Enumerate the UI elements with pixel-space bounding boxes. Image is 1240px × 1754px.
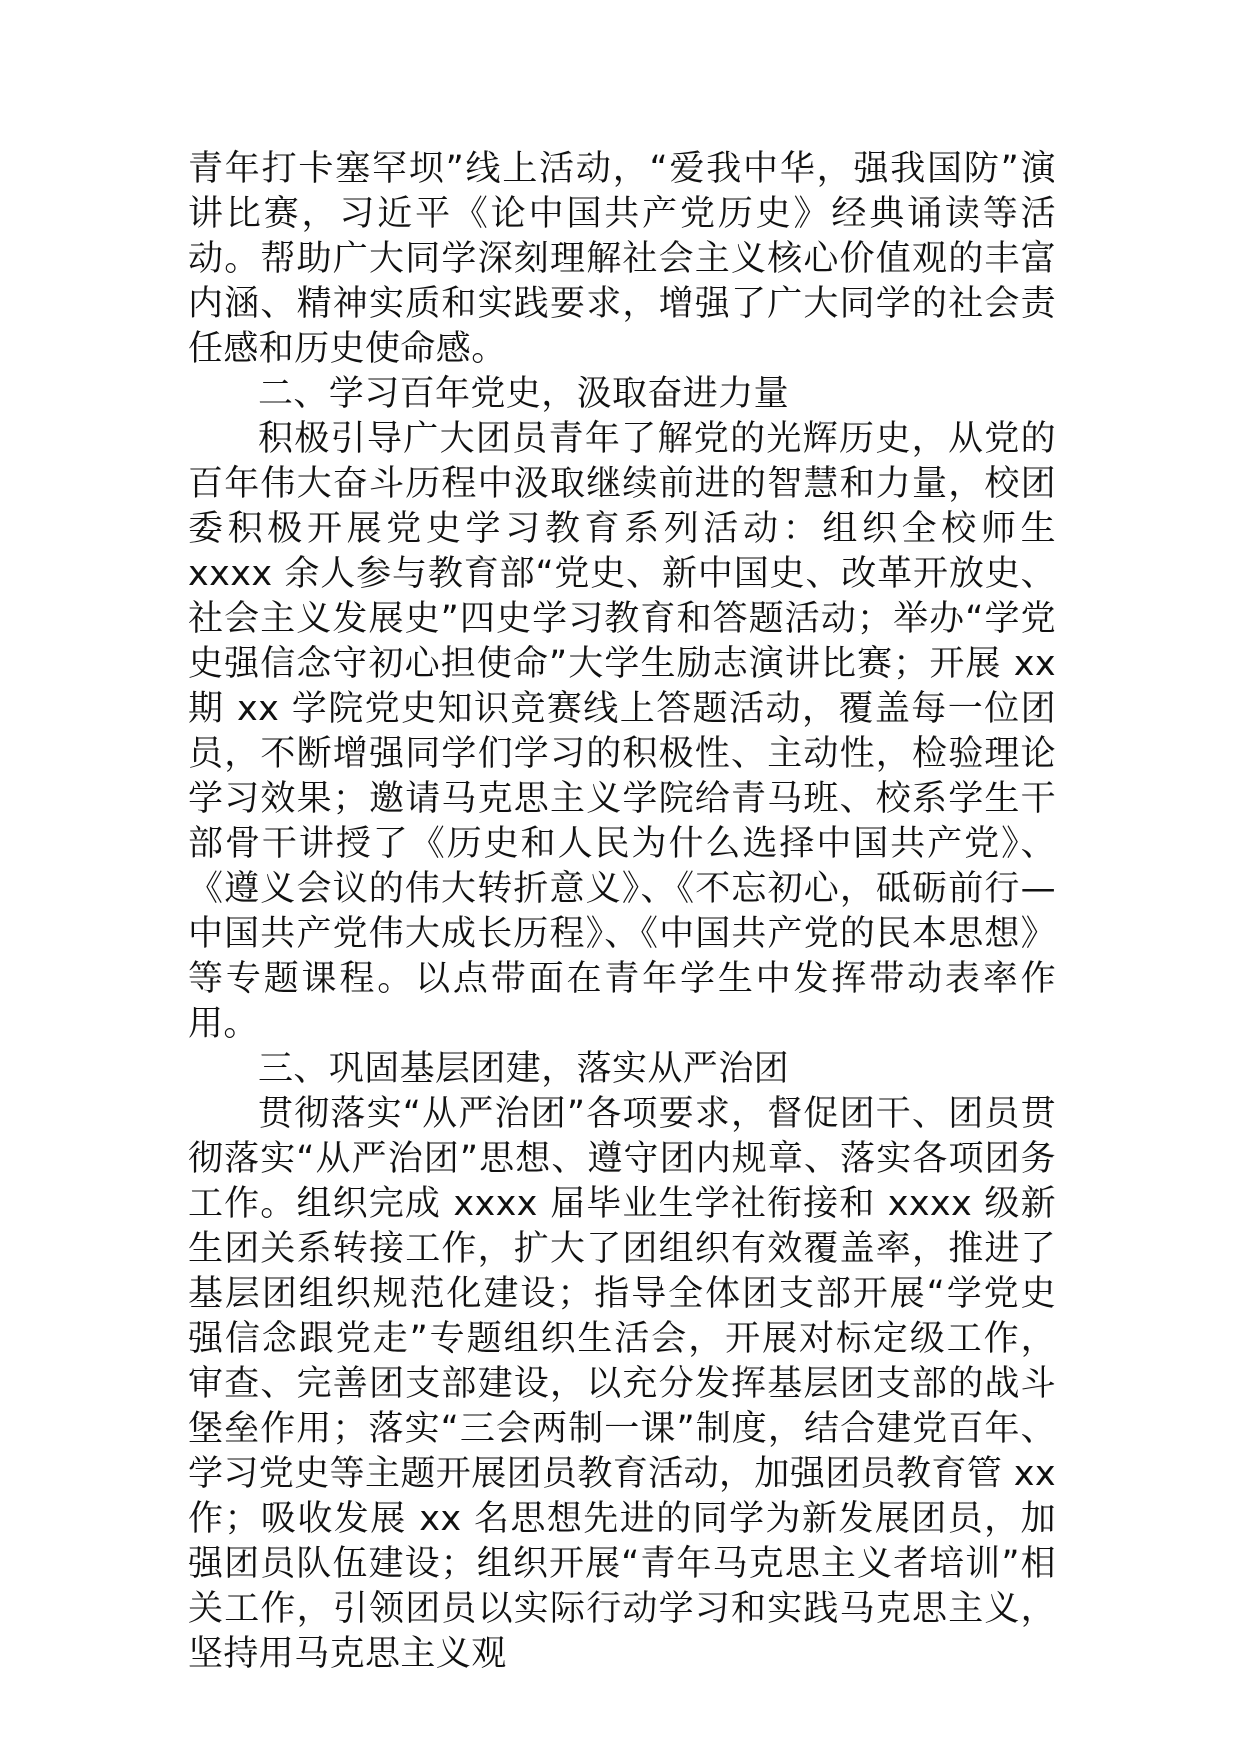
section-heading-grassroots: 三、巩固基层团建，落实从严治团 [258, 1049, 790, 1089]
document-body [188, 147, 1056, 1677]
section-heading-party-history: 二、学习百年党史，汲取奋进力量 [258, 374, 790, 414]
paragraph-grassroots: 贯彻落实“从严治团”各项要求，督促团干、团员贯彻落实“从严治团”思想、遵守团内规章、落实各项团务工作。组织完成 xxxx 届毕业生学社衔接和 xxxx 级新生团关系转接工作，扩大了团组织有效覆盖率，推进了基层团组织规范化建设；指导全体团支部开展“学党史强信念跟党走”专题组织生活会，开展对标定级工作，审查、完善团支部建设，以充分发挥基层团支部的战斗堡垒作用；落实“三会两制一课”制度，结合建党百年、学习党史等主题开展团员教育活动，加强团员教育管 xx 作；吸收发展 xx 名思想先进的同学为新发展团员，加强团员队伍建设；组织开展“青年马克思主义者培训”相关工作，引领团员以实际行动学习和实践马克思主义，坚持用马克思主义观 [188, 1094, 1056, 1674]
paragraph-continuation: 青年打卡塞罕坝”线上活动，“爱我中华，强我国防”演讲比赛，习近平《论中国共产党历史》经典诵读等活动。帮助广大同学深刻理解社会主义核心价值观的丰富内涵、精神实质和实践要求，增强了广大同学的社会责任感和历史使命感。 [188, 149, 1056, 369]
paragraph-party-history: 积极引导广大团员青年了解党的光辉历史，从党的百年伟大奋斗历程中汲取继续前进的智慧和力量，校团委积极开展党史学习教育系列活动：组织全校师生 xxxx 余人参与教育部“党史、新中国史、改革开放史、社会主义发展史”四史学习教育和答题活动；举办“学党史强信念守初心担使命”大学生励志演讲比赛；开展 xx 期 xx 学院党史知识竞赛线上答题活动，覆盖每一位团员，不断增强同学们学习的积极性、主动性，检验理论学习效果；邀请马克思主义学院给青马班、校系学生干部骨干讲授了《历史和人民为什么选择中国共产党》、《遵义会议的伟大转折意义》、《不忘初心，砥砺前行—中国共产党伟大成长历程》、《中国共产党的民本思想》等专题课程。以点带面在青年学生中发挥带动表率作用。 [188, 419, 1056, 1044]
